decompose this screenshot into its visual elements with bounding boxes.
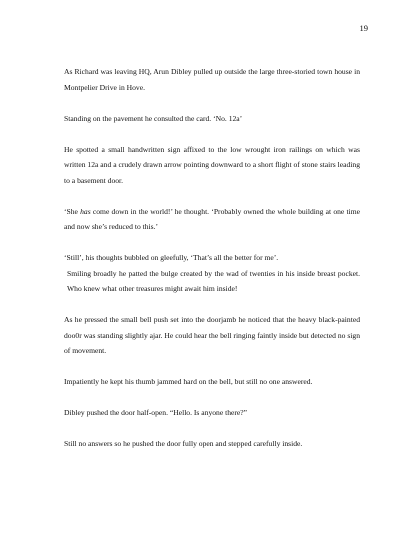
paragraph-7: As he pressed the small bell push set into the doorjamb he noticed that the heavy black-painted doo0r was standing slightly ajar. He could hear the bell ringing faintly inside but detected no sign of movement. xyxy=(64,315,360,355)
paragraph-4-emphasis: has xyxy=(80,206,91,216)
paragraph-4 xyxy=(64,204,360,235)
paragraph-9: Dibley pushed the door half-open. “Hello. Is anyone there?” xyxy=(64,408,248,417)
paragraph-5: ‘Still’, his thoughts bubbled on gleefully, ‘That’s all the better for me’. xyxy=(64,253,279,262)
paragraph-10: Still no answers so he pushed the door fully open and stepped carefully inside. xyxy=(64,439,303,448)
paragraph-8: Impatiently he kept his thumb jammed hard on the bell, but still no one answered. xyxy=(64,377,313,386)
paragraph-4-start: ‘She xyxy=(64,206,81,216)
paragraph-1: As Richard was leaving HQ, Arun Dibley pulled up outside the large three-storied town house in Montpelier Drive in Hove. xyxy=(64,67,360,92)
paragraph-4-end: come down in the world!’ he thought. ‘Probably owned the whole building at one time and now she’s reduced to this.’ xyxy=(64,206,360,231)
paragraph-6: Smiling broadly he patted the bulge created by the wad of twenties in his inside breast pocket. Who knew what other treasures might await him inside! xyxy=(67,268,360,293)
paragraph-2: Standing on the pavement he consulted the card. ‘No. 12a’ xyxy=(64,113,243,123)
page-body xyxy=(64,64,360,467)
page-number: 19 xyxy=(359,23,368,33)
paragraph-3: He spotted a small handwritten sign affixed to the low wrought iron railings on which was written 12a and a crudely drawn arrow pointing downward to a short flight of stone stairs leading to a basement door. xyxy=(64,144,360,185)
